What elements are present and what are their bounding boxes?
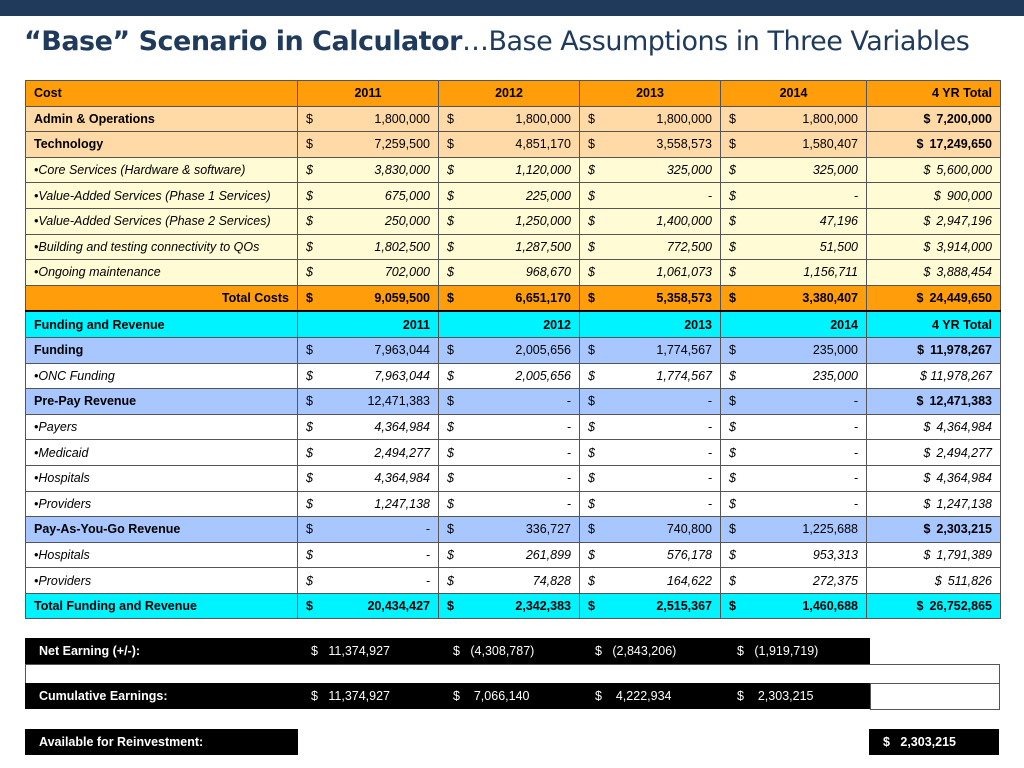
cost-row-item-5-value-2012: $ 1,287,500 <box>439 234 580 260</box>
cost-row-item-3-value-2012: $ 225,000 <box>439 183 580 209</box>
prepay-item-3-label: •Providers <box>26 491 298 517</box>
cumulative-2011: $ 11,374,927 <box>311 689 391 703</box>
cost-total-row-value-2014: $ 3,380,407 <box>721 285 867 311</box>
payg-item-0-value-2014: $ 953,313 <box>721 542 867 568</box>
funding-header-y2014: 2014 <box>721 311 867 337</box>
cost-row-admin-total: $ 7,200,000 <box>867 106 1001 132</box>
payg-item-1 <box>26 568 1001 594</box>
funding-total-row-value-2014: $ 1,460,688 <box>721 593 867 619</box>
prepay-row-total: $ 12,471,383 <box>867 389 1001 415</box>
cost-row-item-3-total: $ 900,000 <box>867 183 1001 209</box>
prepay-item-1-value-2011: $ 2,494,277 <box>298 440 439 466</box>
cost-row-item-6-label: •Ongoing maintenance <box>26 260 298 286</box>
funding-total-row <box>26 593 1001 619</box>
prepay-item-0-label: •Payers <box>26 414 298 440</box>
cost-total-row-label: Total Costs <box>26 285 298 311</box>
prepay-item-2-value-2014: $ - <box>721 465 867 491</box>
prepay-item-3-value-2014: $ - <box>721 491 867 517</box>
cost-row-item-6 <box>26 260 1001 286</box>
cost-row-admin-value-2012: $ 1,800,000 <box>439 106 580 132</box>
prepay-item-1-label: •Medicaid <box>26 440 298 466</box>
funding-header-total: 4 YR Total <box>867 311 1001 337</box>
payg-row-value-2012: $ 336,727 <box>439 517 580 543</box>
cost-total-row-value-2012: $ 6,651,170 <box>439 285 580 311</box>
funding-total-row-label: Total Funding and Revenue <box>26 593 298 619</box>
funding-row-value-2013: $ 1,774,567 <box>580 337 721 363</box>
cumulative-label: Cumulative Earnings: <box>39 689 168 703</box>
prepay-row-label: Pre-Pay Revenue <box>26 389 298 415</box>
cumulative-2012: $ 7,066,140 <box>453 689 530 703</box>
page-title <box>24 26 969 57</box>
prepay-item-0-total: $ 4,364,984 <box>867 414 1001 440</box>
onc-funding-row-value-2011: $ 7,963,044 <box>298 363 439 389</box>
cost-row-technology-label: Technology <box>26 132 298 158</box>
cost-header <box>26 81 1001 107</box>
payg-item-0 <box>26 542 1001 568</box>
funding-header-y2011: 2011 <box>298 311 439 337</box>
payg-row-value-2014: $ 1,225,688 <box>721 517 867 543</box>
onc-funding-row <box>26 363 1001 389</box>
net-earning-2011: $ 11,374,927 <box>311 644 391 658</box>
cost-total-row-total: $ 24,449,650 <box>867 285 1001 311</box>
cost-header-label: Cost <box>26 81 298 107</box>
cost-row-item-5-value-2013: $ 772,500 <box>580 234 721 260</box>
payg-row-total: $ 2,303,215 <box>867 517 1001 543</box>
cost-row-technology-total: $ 17,249,650 <box>867 132 1001 158</box>
cost-row-item-4-label: •Value-Added Services (Phase 2 Services) <box>26 208 298 234</box>
prepay-item-2-label: •Hospitals <box>26 465 298 491</box>
cost-row-technology-value-2012: $ 4,851,170 <box>439 132 580 158</box>
cost-row-item-5-label: •Building and testing connectivity to QOs <box>26 234 298 260</box>
cost-row-item-3-value-2013: $ - <box>580 183 721 209</box>
funding-total-row-total: $ 26,752,865 <box>867 593 1001 619</box>
funding-header-y2013: 2013 <box>580 311 721 337</box>
funding-row-value-2011: $ 7,963,044 <box>298 337 439 363</box>
cumulative-2013: $ 4,222,934 <box>595 689 672 703</box>
scenario-table <box>25 80 1001 619</box>
cost-row-item-5-total: $ 3,914,000 <box>867 234 1001 260</box>
cost-row-item-2-value-2012: $ 1,120,000 <box>439 157 580 183</box>
cost-row-item-4-total: $ 2,947,196 <box>867 208 1001 234</box>
payg-item-0-value-2013: $ 576,178 <box>580 542 721 568</box>
cost-row-item-4 <box>26 208 1001 234</box>
prepay-item-1-total: $ 2,494,277 <box>867 440 1001 466</box>
prepay-row <box>26 389 1001 415</box>
cumulative-end-cell <box>870 683 1000 710</box>
prepay-item-0-value-2013: $ - <box>580 414 721 440</box>
funding-row-value-2014: $ 235,000 <box>721 337 867 363</box>
cost-row-item-2-total: $ 5,600,000 <box>867 157 1001 183</box>
prepay-row-value-2013: $ - <box>580 389 721 415</box>
cost-total-row <box>26 285 1001 311</box>
prepay-item-1 <box>26 440 1001 466</box>
payg-item-0-value-2012: $ 261,899 <box>439 542 580 568</box>
cost-row-item-4-value-2014: $ 47,196 <box>721 208 867 234</box>
prepay-item-3 <box>26 491 1001 517</box>
available-reinvestment-value: $ 2,303,215 <box>869 729 999 755</box>
onc-funding-row-value-2012: $ 2,005,656 <box>439 363 580 389</box>
cost-row-item-6-value-2014: $ 1,156,711 <box>721 260 867 286</box>
prepay-item-3-value-2011: $ 1,247,138 <box>298 491 439 517</box>
payg-row <box>26 517 1001 543</box>
cost-row-item-6-value-2012: $ 968,670 <box>439 260 580 286</box>
cost-header-y2011: 2011 <box>298 81 439 107</box>
cost-header-total: 4 YR Total <box>867 81 1001 107</box>
onc-funding-row-total: $ 11,978,267 <box>867 363 1001 389</box>
cost-row-item-3-value-2014: $ - <box>721 183 867 209</box>
prepay-item-3-total: $ 1,247,138 <box>867 491 1001 517</box>
title-bold: “Base” Scenario in Calculator <box>24 26 462 57</box>
prepay-item-0-value-2012: $ - <box>439 414 580 440</box>
payg-item-0-total: $ 1,791,389 <box>867 542 1001 568</box>
payg-item-1-total: $ 511,826 <box>867 568 1001 594</box>
cost-header-y2013: 2013 <box>580 81 721 107</box>
cost-row-item-6-value-2011: $ 702,000 <box>298 260 439 286</box>
payg-row-value-2011: $ - <box>298 517 439 543</box>
cost-row-technology-value-2013: $ 3,558,573 <box>580 132 721 158</box>
funding-total-row-value-2012: $ 2,342,383 <box>439 593 580 619</box>
payg-item-0-label: •Hospitals <box>26 542 298 568</box>
onc-funding-row-label: •ONC Funding <box>26 363 298 389</box>
prepay-item-1-value-2013: $ - <box>580 440 721 466</box>
cost-row-item-2-value-2014: $ 325,000 <box>721 157 867 183</box>
prepay-item-2-value-2012: $ - <box>439 465 580 491</box>
payg-item-1-value-2012: $ 74,828 <box>439 568 580 594</box>
cost-row-item-3 <box>26 183 1001 209</box>
prepay-item-1-value-2014: $ - <box>721 440 867 466</box>
onc-funding-row-value-2013: $ 1,774,567 <box>580 363 721 389</box>
cost-row-item-2 <box>26 157 1001 183</box>
cost-row-item-4-value-2012: $ 1,250,000 <box>439 208 580 234</box>
title-rest: …Base Assumptions in Three Variables <box>461 26 970 57</box>
cost-row-item-2-value-2011: $ 3,830,000 <box>298 157 439 183</box>
cost-row-admin-value-2013: $ 1,800,000 <box>580 106 721 132</box>
prepay-item-2 <box>26 465 1001 491</box>
payg-item-1-value-2013: $ 164,622 <box>580 568 721 594</box>
net-earning-2014: $ (1,919,719) <box>737 644 819 658</box>
cost-row-item-5 <box>26 234 1001 260</box>
cost-header-y2014: 2014 <box>721 81 867 107</box>
payg-item-1-value-2011: $ - <box>298 568 439 594</box>
cost-row-admin-label: Admin & Operations <box>26 106 298 132</box>
onc-funding-row-value-2014: $ 235,000 <box>721 363 867 389</box>
cumulative-earnings-bar <box>25 683 870 709</box>
cost-row-admin-value-2014: $ 1,800,000 <box>721 106 867 132</box>
cost-row-item-5-value-2011: $ 1,802,500 <box>298 234 439 260</box>
payg-item-1-label: •Providers <box>26 568 298 594</box>
funding-header-y2012: 2012 <box>439 311 580 337</box>
net-earning-2012: $ (4,308,787) <box>453 644 535 658</box>
cost-row-item-4-value-2011: $ 250,000 <box>298 208 439 234</box>
cost-total-row-value-2011: $ 9,059,500 <box>298 285 439 311</box>
top-banner <box>0 0 1024 16</box>
funding-row <box>26 337 1001 363</box>
cost-header-y2012: 2012 <box>439 81 580 107</box>
available-reinvestment-bar <box>25 729 298 755</box>
cost-row-admin <box>26 106 1001 132</box>
spacer-row <box>25 664 1000 684</box>
cost-row-item-3-value-2011: $ 675,000 <box>298 183 439 209</box>
prepay-row-value-2014: $ - <box>721 389 867 415</box>
cumulative-2014: $ 2,303,215 <box>737 689 814 703</box>
payg-item-0-value-2011: $ - <box>298 542 439 568</box>
cost-row-item-4-value-2013: $ 1,400,000 <box>580 208 721 234</box>
cost-row-technology <box>26 132 1001 158</box>
payg-row-label: Pay-As-You-Go Revenue <box>26 517 298 543</box>
payg-item-1-value-2014: $ 272,375 <box>721 568 867 594</box>
net-earning-2013: $ (2,843,206) <box>595 644 677 658</box>
prepay-item-0-value-2011: $ 4,364,984 <box>298 414 439 440</box>
prepay-row-value-2012: $ - <box>439 389 580 415</box>
net-earning-label: Net Earning (+/-): <box>39 644 141 658</box>
prepay-item-3-value-2013: $ - <box>580 491 721 517</box>
prepay-item-3-value-2012: $ - <box>439 491 580 517</box>
net-earning-bar <box>25 638 870 664</box>
payg-row-value-2013: $ 740,800 <box>580 517 721 543</box>
cost-row-item-3-label: •Value-Added Services (Phase 1 Services) <box>26 183 298 209</box>
funding-row-value-2012: $ 2,005,656 <box>439 337 580 363</box>
prepay-item-2-value-2011: $ 4,364,984 <box>298 465 439 491</box>
funding-row-total: $ 11,978,267 <box>867 337 1001 363</box>
cost-total-row-value-2013: $ 5,358,573 <box>580 285 721 311</box>
available-label: Available for Reinvestment: <box>39 735 204 749</box>
funding-row-label: Funding <box>26 337 298 363</box>
cost-row-technology-value-2014: $ 1,580,407 <box>721 132 867 158</box>
funding-header <box>26 311 1001 337</box>
prepay-item-2-value-2013: $ - <box>580 465 721 491</box>
funding-total-row-value-2011: $ 20,434,427 <box>298 593 439 619</box>
cost-row-item-5-value-2014: $ 51,500 <box>721 234 867 260</box>
prepay-row-value-2011: $ 12,471,383 <box>298 389 439 415</box>
prepay-item-0 <box>26 414 1001 440</box>
funding-total-row-value-2013: $ 2,515,367 <box>580 593 721 619</box>
prepay-item-2-total: $ 4,364,984 <box>867 465 1001 491</box>
prepay-item-1-value-2012: $ - <box>439 440 580 466</box>
cost-row-item-2-value-2013: $ 325,000 <box>580 157 721 183</box>
cost-row-admin-value-2011: $ 1,800,000 <box>298 106 439 132</box>
cost-row-item-6-total: $ 3,888,454 <box>867 260 1001 286</box>
cost-row-item-2-label: •Core Services (Hardware & software) <box>26 157 298 183</box>
cost-row-technology-value-2011: $ 7,259,500 <box>298 132 439 158</box>
funding-header-label: Funding and Revenue <box>26 311 298 337</box>
prepay-item-0-value-2014: $ - <box>721 414 867 440</box>
cost-row-item-6-value-2013: $ 1,061,073 <box>580 260 721 286</box>
